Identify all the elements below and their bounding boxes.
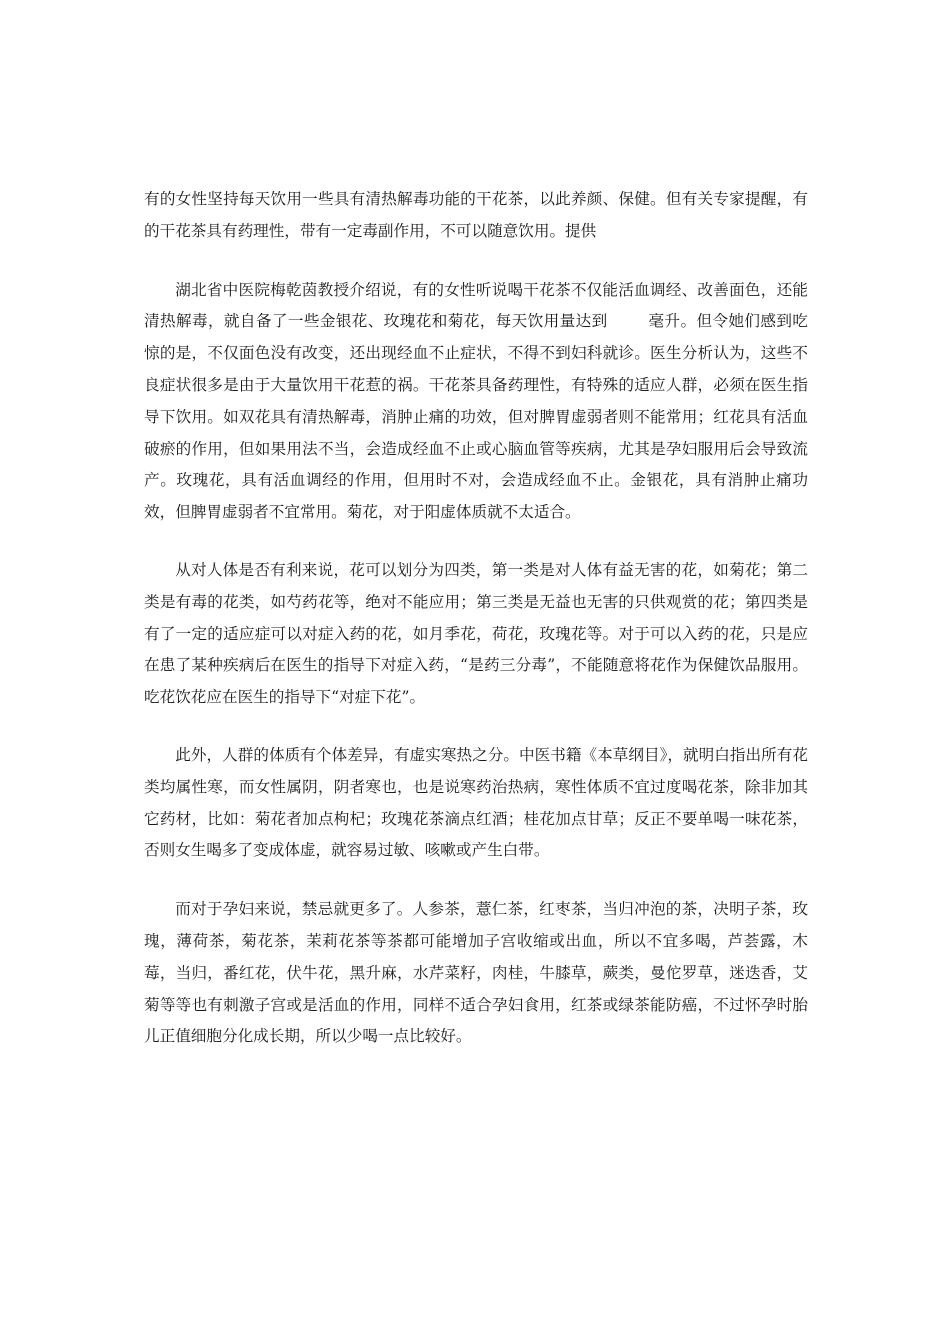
paragraph-constitution bbox=[144, 740, 808, 867]
paragraph-constitution-text: 此外，人群的体质有个体差异，有虚实寒热之分。中医书籍《本草纲目》，就明白指出所有花类均属性寒，而女性属阴，阴者寒也，也是说寒药治热病，寒性体质不宜过度喝花茶，除非加其它药材，比如：菊花者加点枸杞；玫瑰花茶滴点红酒；桂花加点甘草；反正不要单喝一味花茶，否则女生喝多了变成体虚，就容易过敏、咳嗽或产生白带。 bbox=[144, 745, 808, 860]
paragraph-professor bbox=[144, 275, 808, 529]
paragraph-flower-categories bbox=[144, 555, 808, 714]
document-body bbox=[144, 184, 808, 1053]
paragraph-pregnancy bbox=[144, 894, 808, 1053]
paragraph-pregnancy-text: 而对于孕妇来说，禁忌就更多了。人参茶，薏仁茶，红枣茶，当归冲泡的茶，决明子茶，玫瑰，薄荷茶，菊花茶，茉莉花茶等茶都可能增加子宫收缩或出血，所以不宜多喝，芦荟露，木莓，当归，番红花，伏牛花，黑升麻，水芹菜籽，肉桂，牛膝草，蕨类，曼佗罗草，迷迭香，艾菊等等也有刺激子宫或是活血的作用，同样不适合孕妇食用，红茶或绿茶能防癌，不过怀孕时胎儿正值细胞分化成长期，所以少喝一点比较好。 bbox=[144, 900, 808, 1046]
paragraph-flower-categories-text: 从对人体是否有利来说，花可以划分为四类，第一类是对人体有益无害的花，如菊花；第二类是有毒的花类，如芍药花等，绝对不能应用；第三类是无益也无害的只供观赏的花；第四类是有了一定的适应症可以对症入药的花，如月季花，荷花，玫瑰花等。对于可以入药的花，只是应在患了某种疾病后在医生的指导下对症入药，“是药三分毒”，不能随意将花作为保健饮品服用。吃花饮花应在医生的指导下“对症下花”。 bbox=[144, 560, 808, 707]
paragraph-professor-text-after: 毫升。但令她们感到吃惊的是，不仅面色没有改变，还出现经血不止症状，不得不到妇科就诊。医生分析认为，这些不良症状很多是由于大量饮用干花惹的祸。干花茶具备药理性，有特殊的适应人群，必须在医生指导下饮用。如双花具有清热解毒，消肿止痛的功效，但对脾胃虚弱者则不能常用；红花具有活血破瘀的作用，但如果用法不当，会造成经血不止或心脑血管等疾病，尤其是孕妇服用后会导致流产。玫瑰花，具有活血调经的作用，但用时不对，会造成经血不止。金银花，具有消肿止痛功效，但脾胃虚弱者不宜常用。菊花，对于阳虚体质就不太适合。 bbox=[144, 312, 808, 522]
paragraph-professor-text-before: 湖北省中医院梅乾茵教授介绍说，有的女性听说喝干花茶不仅能活血调经、改善面色，还能清热解毒，就自备了一些金银花、玫瑰花和菊花，每天饮用量达到 bbox=[144, 280, 808, 331]
paragraph-intro bbox=[144, 184, 808, 248]
paragraph-intro-text: 有的女性坚持每天饮用一些具有清热解毒功能的干花茶，以此养颜、保健。但有关专家提醒，有的干花茶具有药理性，带有一定毒副作用，不可以随意饮用。提供 bbox=[144, 190, 808, 240]
